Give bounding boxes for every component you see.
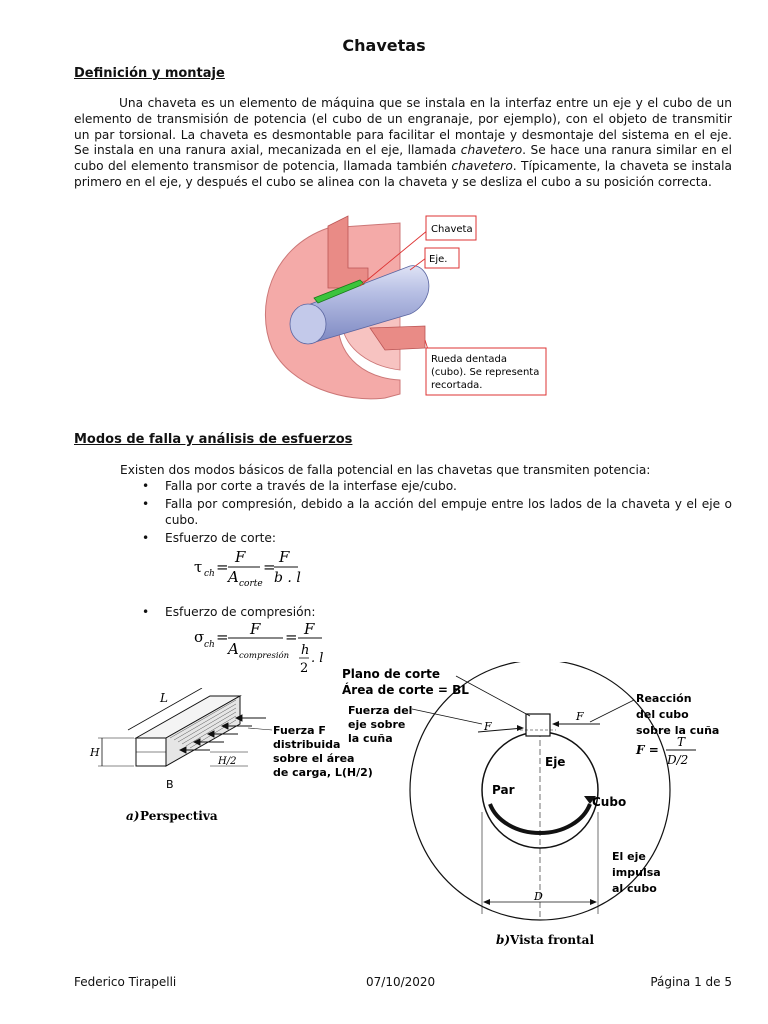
footer-page: Página 1 de 5: [650, 975, 732, 989]
formula-subscript: ch: [204, 640, 215, 650]
force-left-label: F: [484, 720, 492, 733]
page-title: Chavetas: [342, 36, 426, 55]
section-heading-definicion: Definición y montaje: [74, 66, 225, 81]
force-text-line1: Fuerza F: [273, 724, 326, 737]
formula-symbol: σ: [194, 628, 205, 646]
fuerza-eje-line1: Fuerza del: [348, 704, 413, 717]
dim-L-label: L: [160, 691, 168, 705]
dim-H-label: H: [90, 746, 100, 759]
section-heading-modos: Modos de falla y análisis de esfuerzos: [74, 432, 353, 447]
caption-a-letter: a): [126, 809, 140, 823]
formula-denominator: A: [228, 568, 239, 586]
key-square: [526, 714, 550, 736]
label-rueda-line2: (cubo). Se representa: [431, 367, 540, 378]
formula-subfraction-numerator: h: [301, 643, 310, 658]
label-eje: Eje.: [429, 254, 448, 265]
label-rueda-line3: recortada.: [431, 380, 483, 391]
formula-numerator: F: [235, 548, 246, 566]
definition-paragraph: [74, 96, 732, 191]
formula-numerator: F: [279, 548, 290, 566]
shaft-end: [290, 304, 326, 344]
reaccion-line2: del cubo: [636, 708, 689, 721]
formula-subscript: ch: [204, 569, 215, 579]
svg-text:=: =: [263, 558, 276, 576]
svg-text:=: =: [216, 558, 229, 576]
shear-stress-formula: [192, 546, 342, 590]
caption-b: Vista frontal: [510, 933, 594, 947]
cubo-label: Cubo: [592, 795, 627, 809]
formula-denominator-subscript: compresión: [239, 651, 290, 661]
dim-H2-label: H/2: [218, 756, 237, 767]
reaccion-line3: sobre la cuña: [636, 724, 720, 737]
plano-label-line1: Plano de corte: [342, 667, 441, 681]
force-text-line4: de carga, L(H/2): [273, 766, 373, 779]
bullet-item: • Esfuerzo de compresión:: [120, 604, 732, 620]
par-label: Par: [492, 783, 515, 797]
label-chaveta: Chaveta: [431, 224, 473, 235]
footer-date: 07/10/2020: [366, 975, 436, 989]
footer-author: Federico Tirapelli: [74, 975, 177, 989]
bullet-item: • Esfuerzo de corte:: [120, 530, 732, 546]
dim-B-label: B: [166, 778, 174, 791]
formula-denominator: A: [228, 640, 239, 658]
force-text-line3: sobre el área: [273, 752, 355, 765]
reaction-formula-den: D/2: [667, 753, 689, 767]
reaction-formula-num: T: [677, 735, 686, 749]
compression-stress-formula: [192, 620, 342, 680]
impulsa-line2: impulsa: [612, 866, 661, 879]
fuerza-eje-line3: la cuña: [348, 732, 393, 745]
bullet-item: • Falla por compresión, debido a la acción del empuje entre los lados de la chaveta y el eje o cubo.: [120, 496, 732, 528]
caption-a: Perspectiva: [140, 809, 218, 823]
paragraph-run: . Típicamente, la chaveta se instala primero en el eje, y después el cubo se alinea con la chaveta y se desliza el cubo a su posición correcta.: [74, 159, 732, 189]
formula-numerator: F: [304, 620, 315, 638]
impulsa-line3: al cubo: [612, 882, 657, 895]
failure-intro: Existen dos modos básicos de falla potencial en las chavetas que transmiten potencia:: [120, 463, 651, 477]
key-assembly-figure: [250, 208, 560, 408]
plano-label-line2: Área de corte = BL: [342, 683, 469, 697]
svg-text:=: =: [216, 628, 229, 646]
reaccion-line1: Reacción: [636, 692, 692, 705]
impulsa-line1: El eje: [612, 850, 646, 863]
label-rueda-line1: Rueda dentada: [431, 354, 508, 365]
formula-denominator-subscript: corte: [239, 579, 263, 589]
paragraph-run: . Se hace una ranura similar en el cubo del elemento transmisor de potencia, llamada también: [74, 143, 732, 174]
italic-term: chavetero: [451, 159, 513, 174]
key-front-view-figure: [340, 662, 740, 957]
italic-term: chavetero: [460, 143, 523, 158]
failure-bullet-list: [120, 478, 732, 548]
key-perspective-figure: [88, 688, 378, 833]
reaction-formula-lhs: F =: [636, 743, 659, 757]
paragraph-text: [74, 96, 732, 189]
caption-b-letter: b): [496, 933, 511, 947]
eje-label: Eje: [545, 755, 566, 769]
bullet-item: • Falla por corte a través de la interfase eje/cubo.: [120, 478, 732, 494]
formula-subfraction-denominator: 2: [300, 661, 309, 676]
formula-symbol: τ: [194, 558, 203, 576]
dim-D-label: D: [534, 890, 543, 903]
formula-denominator-rest: . l: [311, 651, 324, 666]
formula-denominator: b . l: [274, 570, 301, 586]
force-text-line2: distribuida: [273, 738, 341, 751]
svg-text:=: =: [285, 628, 298, 646]
paragraph-run: Una chaveta es un elemento de máquina que se instala en la interfaz entre un eje y el cubo de un elemento de transmisión de potencia (el cubo de un engranaje, por ejemplo), con el objeto de transmitir un par torsional. La chaveta es desmontable para facilitar el montaje y desmontaje del sistema en el eje. Se instala en una ranura axial, mecanizada en el eje, llamada: [74, 96, 732, 158]
force-right-label: F: [576, 710, 584, 723]
formula-numerator: F: [250, 620, 261, 638]
fuerza-eje-line2: eje sobre: [348, 718, 406, 731]
